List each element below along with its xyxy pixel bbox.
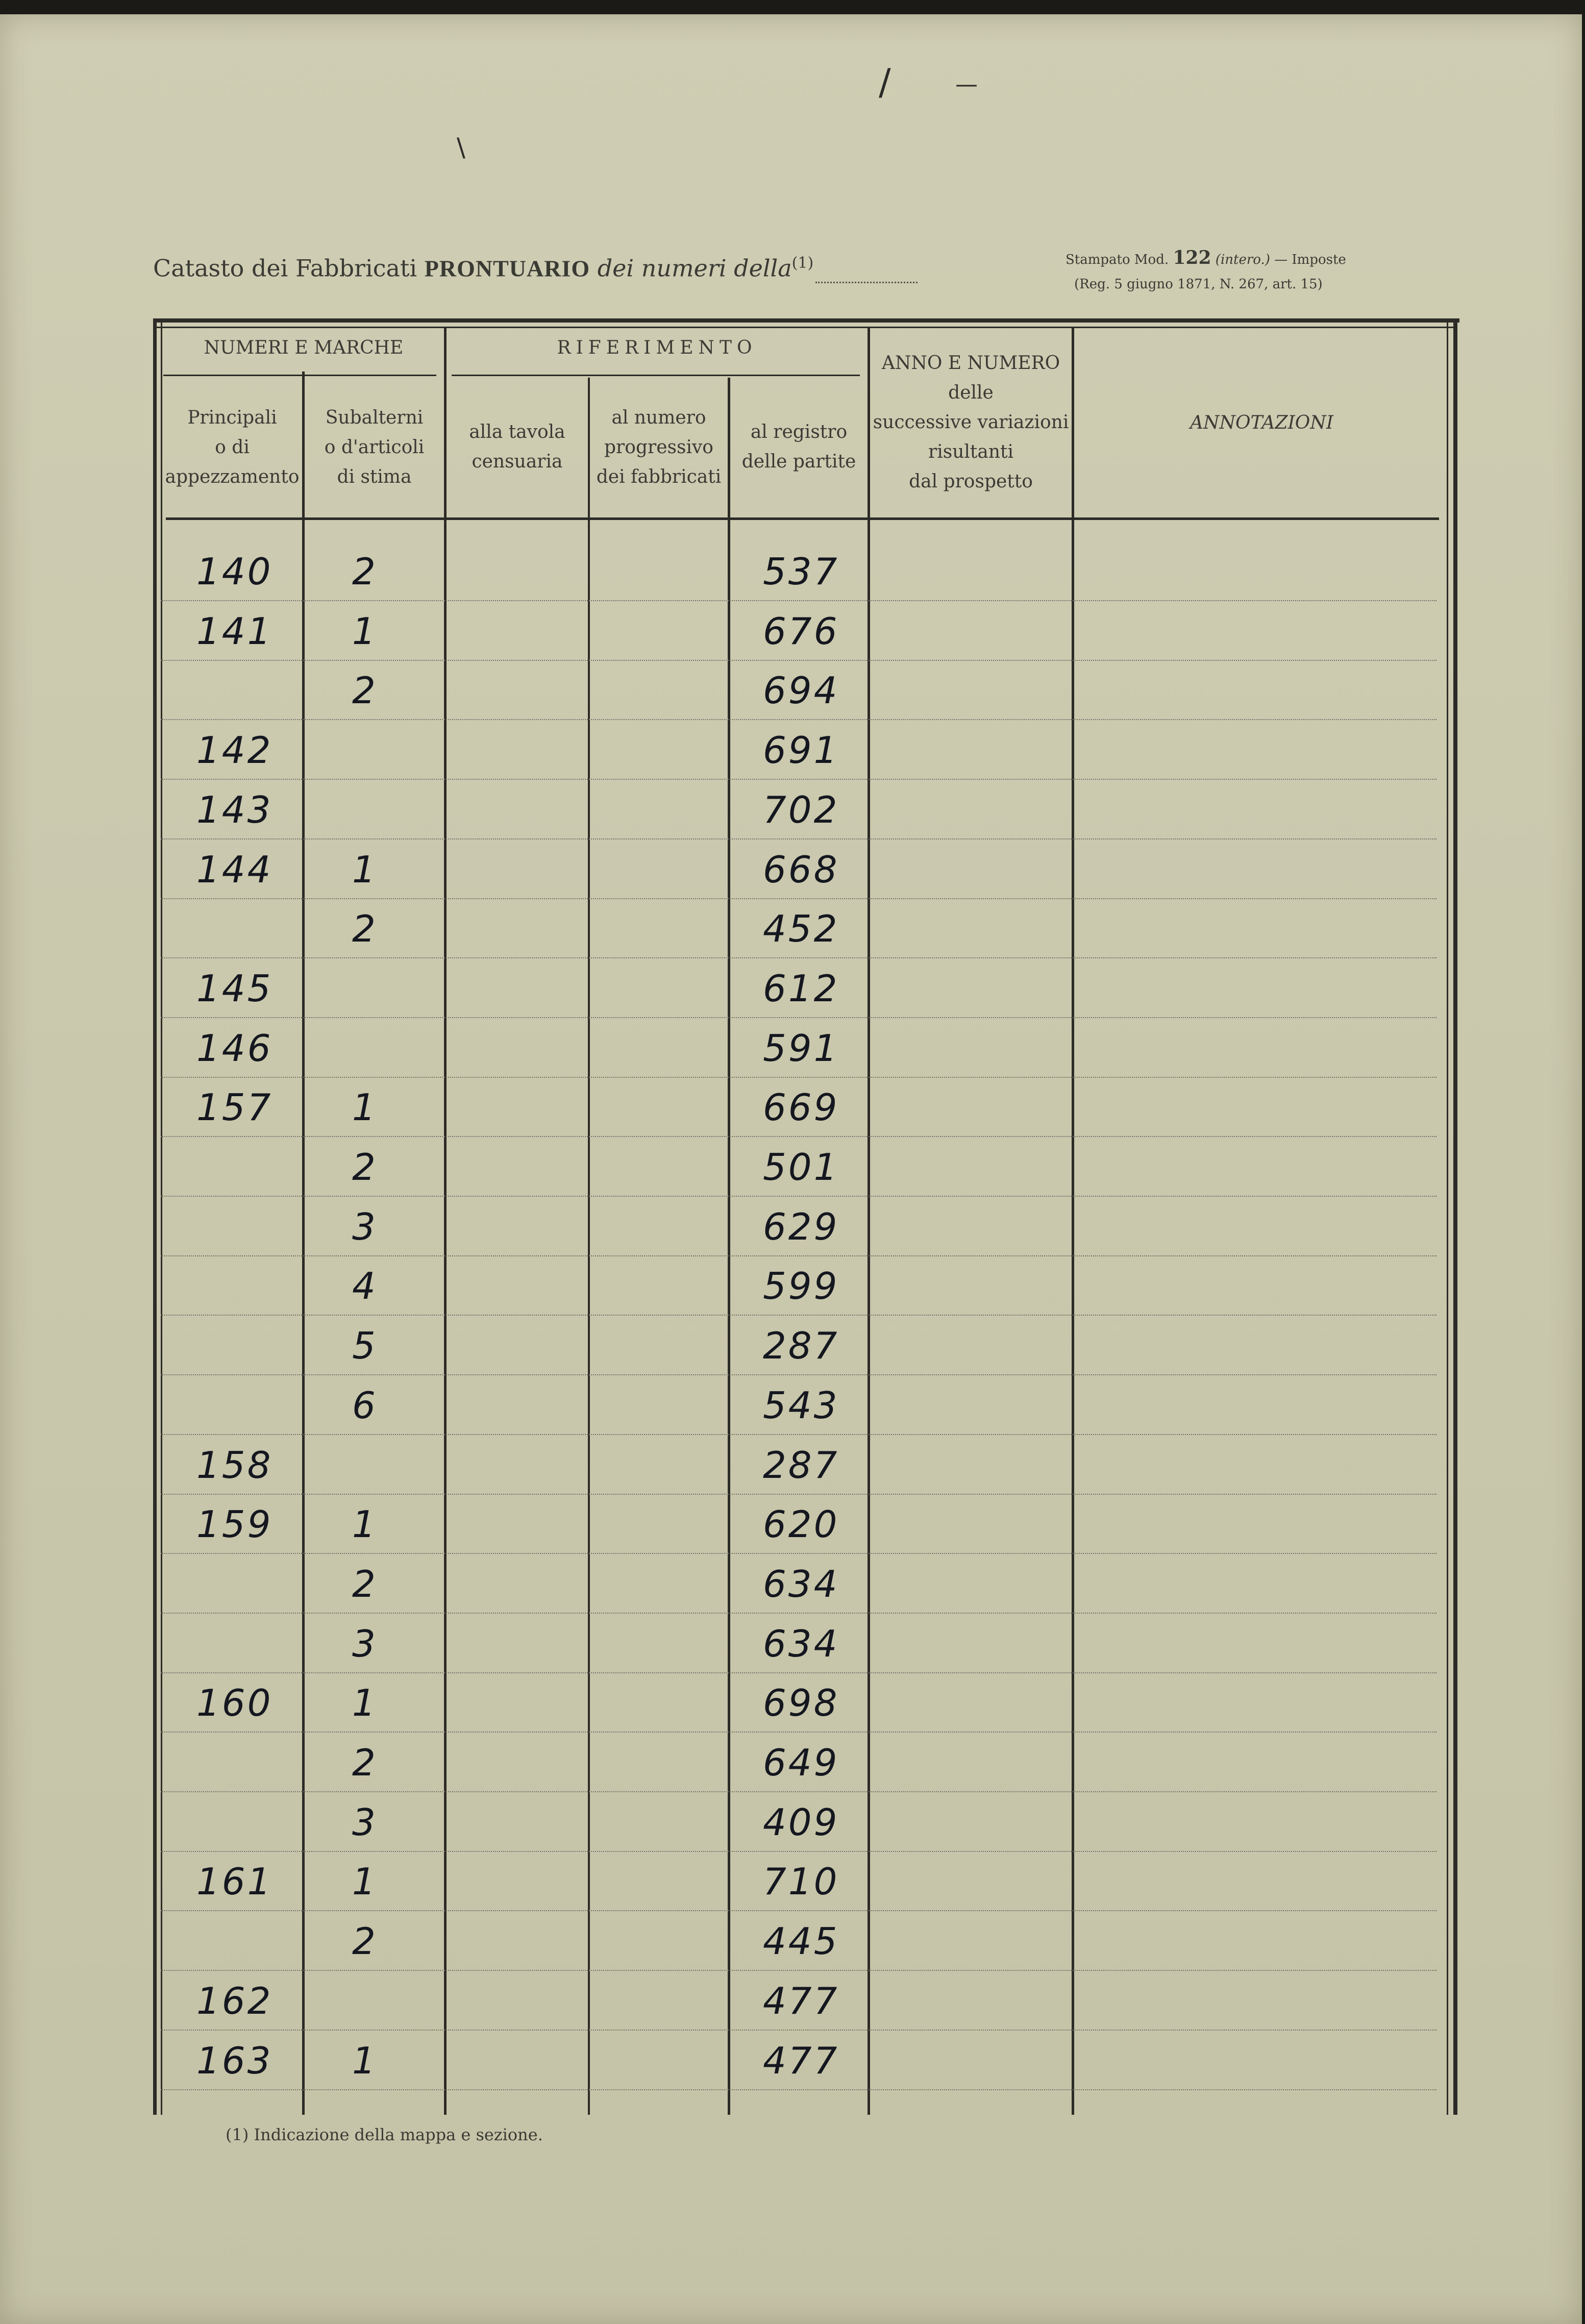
stamp-model-number: 122 xyxy=(1173,247,1211,268)
stamp-imposte: — Imposte xyxy=(1274,252,1346,267)
partita-cell: 612 xyxy=(763,967,839,1010)
header-numero-progressivo xyxy=(590,403,728,492)
subalterni-line-2: o d'articoli xyxy=(324,437,425,458)
table-right-inner-rule xyxy=(1447,320,1448,2115)
subalterno-cell: 1 xyxy=(352,1086,376,1129)
subalterno-cell: 6 xyxy=(352,1383,376,1427)
table-row xyxy=(0,1141,1429,1197)
title-prontuario: PRONTUARIO xyxy=(424,255,590,282)
subalterni-line-3: di stima xyxy=(337,466,412,487)
partita-cell: 668 xyxy=(763,848,839,891)
table-row xyxy=(0,605,1429,661)
header-principali xyxy=(162,403,302,492)
stamp-intero: (intero.) xyxy=(1215,252,1270,267)
subalterno-cell: 4 xyxy=(352,1265,376,1308)
principali-line-1: Principali xyxy=(187,407,277,428)
header-bottom-rule xyxy=(166,517,1439,520)
table-row xyxy=(0,545,1429,601)
partita-cell: 698 xyxy=(763,1682,839,1725)
table-row xyxy=(0,2034,1429,2090)
numero-line-1: al numero xyxy=(611,407,706,428)
principale-cell: 143 xyxy=(196,788,273,831)
partita-cell: 537 xyxy=(763,550,839,593)
table-row xyxy=(0,1796,1429,1852)
header-riferimento: RIFERIMENTO xyxy=(557,337,757,358)
subalterno-cell: 3 xyxy=(352,1622,376,1665)
partita-cell: 445 xyxy=(763,1920,839,1963)
table-row xyxy=(0,724,1429,780)
stamp-regulation: (Reg. 5 giugno 1871, N. 267, art. 15) xyxy=(1074,277,1323,292)
stamp-stampato: Stampato Mod. xyxy=(1066,252,1169,267)
subalterno-cell: 2 xyxy=(352,1920,376,1963)
table-row xyxy=(0,1498,1429,1554)
table-row xyxy=(0,962,1429,1018)
subalterno-cell: 1 xyxy=(352,1503,376,1546)
registro-line-2: delle partite xyxy=(741,451,856,472)
table-row xyxy=(0,1974,1429,2031)
partita-cell: 409 xyxy=(763,1800,839,1844)
partita-cell: 452 xyxy=(763,907,839,951)
subalterno-cell: 2 xyxy=(352,907,376,951)
anno-line-2: delle xyxy=(948,382,994,403)
title-catasto: Catasto dei Fabbricati xyxy=(153,254,417,282)
header-group-rule xyxy=(452,375,860,376)
pencil-mark: / xyxy=(879,61,891,103)
principale-cell: 146 xyxy=(196,1026,273,1070)
partita-cell: 591 xyxy=(763,1026,839,1070)
subalterno-cell: 1 xyxy=(352,609,376,653)
table-row xyxy=(0,664,1429,720)
subalterno-cell: 1 xyxy=(352,1682,376,1725)
title-dei-numeri: dei numeri della xyxy=(597,254,792,282)
header-anno-numero xyxy=(870,349,1072,497)
partita-cell: 691 xyxy=(763,729,839,772)
table-top-inner-rule xyxy=(153,327,1457,328)
table-top-rule xyxy=(153,318,1459,323)
table-row xyxy=(0,1081,1429,1137)
table-row xyxy=(0,1200,1429,1256)
document-sheet xyxy=(0,14,1582,2324)
partita-cell: 694 xyxy=(763,669,839,712)
partita-cell: 501 xyxy=(763,1146,839,1189)
title-note-mark: (1) xyxy=(791,254,814,272)
title-blank-line xyxy=(815,254,918,283)
principale-cell: 158 xyxy=(196,1443,273,1487)
subalterno-cell: 2 xyxy=(352,1146,376,1189)
header-registro xyxy=(730,417,868,477)
anno-line-1: ANNO E NUMERO xyxy=(881,353,1060,374)
page-title xyxy=(153,254,918,283)
principale-cell: 161 xyxy=(196,1860,273,1903)
partita-cell: 477 xyxy=(763,1979,839,2022)
numero-line-3: dei fabbricati xyxy=(596,466,722,487)
partita-cell: 634 xyxy=(763,1562,839,1605)
subalterno-cell: 3 xyxy=(352,1205,376,1248)
footnote: (1) Indicazione della mappa e sezione. xyxy=(226,2125,543,2144)
subalterno-cell: 1 xyxy=(352,848,376,891)
subalterno-cell: 2 xyxy=(352,1741,376,1784)
numero-line-2: progressivo xyxy=(604,437,713,458)
table-right-rule xyxy=(1453,318,1457,2115)
partita-cell: 710 xyxy=(763,1860,839,1903)
table-row xyxy=(0,1676,1429,1733)
tavola-line-1: alla tavola xyxy=(469,422,565,442)
table-row xyxy=(0,1736,1429,1792)
subalterno-cell: 2 xyxy=(352,1562,376,1605)
principale-cell: 163 xyxy=(196,2039,273,2082)
principale-cell: 142 xyxy=(196,729,273,772)
partita-cell: 287 xyxy=(763,1324,839,1368)
subalterno-cell: 1 xyxy=(352,1860,376,1903)
table-row xyxy=(0,902,1429,958)
principale-cell: 140 xyxy=(196,550,273,593)
table-row xyxy=(0,843,1429,899)
anno-line-3: successive variazioni xyxy=(873,412,1069,433)
table-row xyxy=(0,1379,1429,1435)
subalterni-line-1: Subalterni xyxy=(325,407,424,428)
principali-line-2: o di xyxy=(215,437,250,458)
tavola-line-2: censuaria xyxy=(472,451,563,472)
partita-cell: 676 xyxy=(763,609,839,653)
partita-cell: 620 xyxy=(763,1503,839,1546)
principale-cell: 145 xyxy=(196,967,273,1010)
table-row xyxy=(0,1022,1429,1078)
registro-line-1: al registro xyxy=(750,422,848,442)
header-group-rule xyxy=(163,375,436,376)
table-row xyxy=(0,1855,1429,1911)
principale-cell: 162 xyxy=(196,1979,273,2022)
pencil-mark: \ xyxy=(457,133,465,162)
subalterno-cell: 2 xyxy=(352,669,376,712)
partita-cell: 543 xyxy=(763,1383,839,1427)
partita-cell: 702 xyxy=(763,788,839,831)
print-stamp xyxy=(1066,247,1346,268)
header-annotazioni: ANNOTAZIONI xyxy=(1190,412,1334,433)
anno-line-4: risultanti xyxy=(928,441,1013,462)
subalterno-cell: 5 xyxy=(352,1324,376,1368)
partita-cell: 649 xyxy=(763,1741,839,1784)
header-tavola xyxy=(447,417,588,477)
subalterno-cell: 3 xyxy=(352,1800,376,1844)
table-row xyxy=(0,1617,1429,1673)
principale-cell: 144 xyxy=(196,848,273,891)
principale-cell: 160 xyxy=(196,1682,273,1725)
anno-line-5: dal prospetto xyxy=(909,471,1033,492)
partita-cell: 634 xyxy=(763,1622,839,1665)
partita-cell: 287 xyxy=(763,1443,839,1487)
table-row xyxy=(0,1915,1429,1971)
header-subalterni xyxy=(305,403,444,492)
header-numeri-marche: NUMERI E MARCHE xyxy=(204,337,404,358)
subalterno-cell: 2 xyxy=(352,550,376,593)
table-row xyxy=(0,1439,1429,1495)
principale-cell: 157 xyxy=(196,1086,273,1129)
table-row xyxy=(0,783,1429,839)
table-row xyxy=(0,1259,1429,1316)
partita-cell: 669 xyxy=(763,1086,839,1129)
subalterno-cell: 1 xyxy=(352,2039,376,2082)
principali-line-3: appezzamento xyxy=(165,466,300,487)
table-row xyxy=(0,1319,1429,1375)
partita-cell: 599 xyxy=(763,1265,839,1308)
principale-cell: 141 xyxy=(196,609,273,653)
partita-cell: 629 xyxy=(763,1205,839,1248)
table-row xyxy=(0,1557,1429,1614)
partita-cell: 477 xyxy=(763,2039,839,2082)
pencil-mark: — xyxy=(955,71,978,97)
principale-cell: 159 xyxy=(196,1503,273,1546)
